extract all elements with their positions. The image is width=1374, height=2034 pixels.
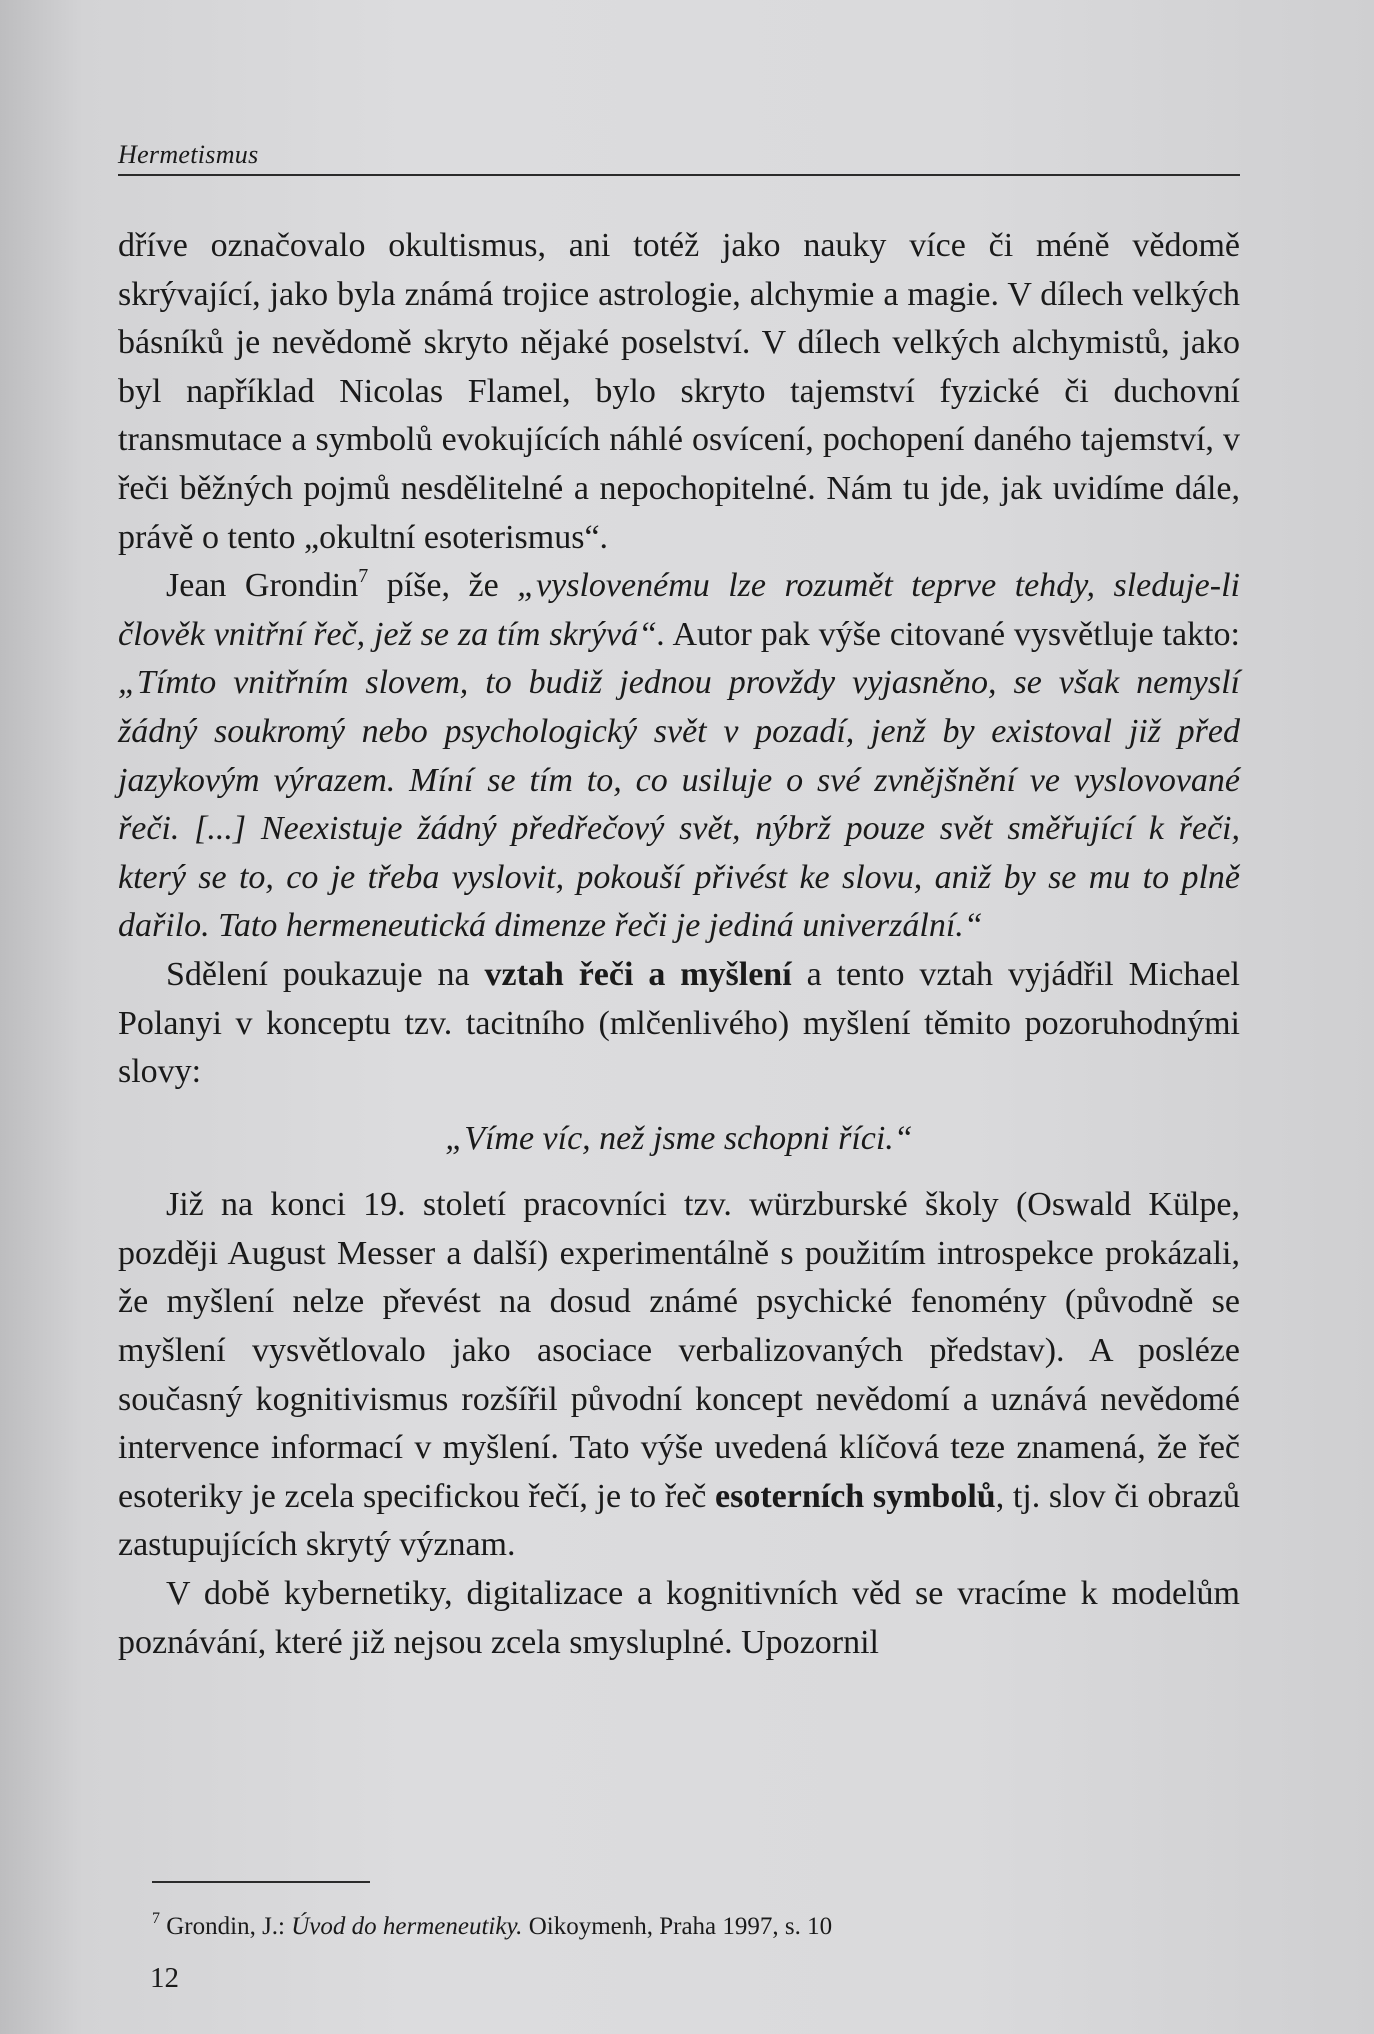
- paragraph-2-text: píše, že: [368, 567, 518, 605]
- bold-term-1: vztah řeči a myšlení: [484, 955, 792, 993]
- page-header: [118, 140, 1240, 176]
- main-text: [118, 222, 1240, 1667]
- footnote-divider: [152, 1881, 370, 1883]
- footnote-marker: 7: [152, 1910, 160, 1927]
- paragraph-5: V době kybernetiky, digitalizace a kognitivních věd se vracíme k modelům poznávání, které již nejsou zcela smysluplné. Upozornil: [118, 1575, 1240, 1661]
- footnote-author: Grondin, J.:: [160, 1913, 292, 1940]
- running-head: Hermetismus: [118, 140, 259, 169]
- paragraph-4-text-2: , tj. slov či obrazů zastupujících skrytý význam.: [118, 1477, 1240, 1564]
- bold-term-2: esoterních symbolů: [715, 1477, 996, 1515]
- paragraph-2: [118, 562, 1240, 951]
- footnote-publisher: Oikoymenh, Praha 1997, s. 10: [522, 1913, 833, 1940]
- paragraph-2-text-2: Autor pak výše citované vysvětluje takto:: [665, 615, 1240, 653]
- quote-inline-2: „Tímto vnitřním slovem, to budiž jednou provždy vyjasněno, se však nemyslí žádný soukromý nebo psychologický svět v pozadí, jenž by existoval již před jazykovým výrazem. Míní se tím to, co usiluje o své zvnějšnění ve vyslovované řeči. [...] Neexistuje žádný předřečový svět, nýbrž pouze svět směřující k řeči, který se to, co je třeba vyslovit, pokouší přivést ke slovu, aniž by se mu to plně dařilo. Tato hermeneutická dimenze řeči je jediná univerzální.“: [118, 664, 1240, 945]
- paragraph-2-lead: Jean Grondin: [166, 567, 359, 605]
- paragraph-1: dříve označovalo okultismus, ani totéž jako nauky více či méně vědomě skrývající, jako byla známá trojice astrologie, alchymie a magie. V dílech velkých básníků je nevědomě skryto nějaké poselství. V dílech velkých alchymistů, jako byl například Nicolas Flamel, bylo skryto tajemství fyzické či duchovní transmutace a symbolů evokujících náhlé osvícení, pochopení daného tajemství, v řeči běžných pojmů nesdělitelné a nepochopitelné. Nám tu jde, jak uvidíme dále, právě o tento „okultní esoterismus“.: [118, 227, 1240, 556]
- paragraph-3: [118, 951, 1240, 1097]
- block-quote: „Víme víc, než jsme schopni říci.“: [445, 1119, 913, 1157]
- quote-inline-1: „vyslovenému lze rozumět teprve tehdy, sleduje-li člověk vnitřní řeč, jež se za tím skrývá“.: [118, 567, 1240, 653]
- paragraph-4-text: Již na konci 19. století pracovníci tzv. würzburské školy (Oswald Külpe, později August Messer a další) experimentálně s použitím introspekce prokázali, že myšlení nelze převést na dosud známé psychické fenomény (původně se myšlení vysvětlovalo jako asociace verbalizovaných představ). A posléze současný kognitivismus rozšířil původní koncept nevědomí a uznává nevědomé intervence informací v myšlení. Tato výše uvedená klíčová teze znamená, že řeč esoteriky je zcela specifickou řečí, je to řeč: [118, 1186, 1240, 1515]
- paragraph-3-text: Sdělení poukazuje na: [166, 955, 485, 993]
- footnote-ref: 7: [358, 565, 369, 588]
- page-number: 12: [150, 1962, 179, 1994]
- paragraph-4: [118, 1181, 1240, 1570]
- paragraph-3-text-2: a tento vztah vyjádřil Michael Polanyi v konceptu tzv. tacitního (mlčenlivého) myšlení těmito pozoruhodnými slovy:: [118, 955, 1240, 1091]
- footnote-title: Úvod do hermeneutiky.: [291, 1913, 523, 1940]
- footnote: [152, 1910, 1240, 1944]
